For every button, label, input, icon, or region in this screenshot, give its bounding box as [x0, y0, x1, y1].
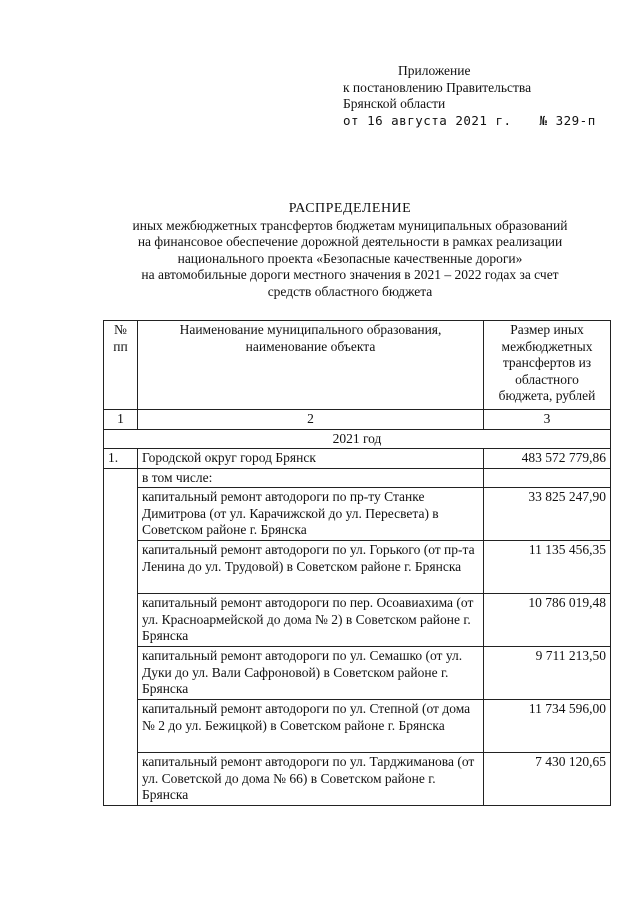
title-line: на автомобильные дороги местного значения в 2021 – 2022 годах за счет [141, 267, 559, 282]
header-date: от 16 августа 2021 г. [343, 112, 512, 128]
title-line: на финансовое обеспечение дорожной деятельности в рамках реализации [137, 234, 563, 249]
header-decree: к постановлению Правительства [343, 79, 532, 95]
row-amount: 483 572 779,86 [484, 449, 611, 469]
row-name: капитальный ремонт автодороги по ул. Семашко (от ул. Дуки до ул. Вали Сафроновой) в Советском районе г. Брянска [138, 647, 484, 700]
row-name: в том числе: [138, 468, 484, 488]
row-amount: 11 734 596,00 [484, 700, 611, 753]
row-number [104, 468, 138, 806]
row-amount: 11 135 456,35 [484, 541, 611, 594]
table-row [104, 700, 611, 753]
column-number-row [104, 410, 611, 430]
col-number: 1 [104, 410, 138, 430]
row-name: капитальный ремонт автодороги по пр-ту Станке Димитрова (от ул. Карачижской до ул. Пересвета) в Советском районе г. Брянска [138, 488, 484, 541]
col-number: 3 [484, 410, 611, 430]
table-row [104, 647, 611, 700]
row-name: капитальный ремонт автодороги по ул. Тарджиманова (от ул. Советской до дома № 66) в Советском районе г. Брянска [138, 753, 484, 806]
year-row [104, 429, 611, 449]
row-amount [484, 468, 611, 488]
col-number: 2 [138, 410, 484, 430]
table-row [104, 468, 611, 488]
row-name: капитальный ремонт автодороги по ул. Горького (от пр-та Ленина до ул. Трудовой) в Советском районе г. Брянска [138, 541, 484, 594]
header-date-number [343, 113, 603, 130]
header-number: № 329-п [539, 112, 596, 128]
distribution-table [103, 320, 611, 806]
header-region: Брянской области [343, 96, 446, 111]
row-amount: 33 825 247,90 [484, 488, 611, 541]
header-amount: Размер иных межбюджетных трансфертов из областного бюджета, рублей [484, 321, 611, 410]
document-title: РАСПРЕДЕЛЕНИЕ [288, 201, 412, 216]
header-appendix: Приложение [398, 63, 471, 78]
approval-header [343, 63, 603, 129]
table-row [104, 488, 611, 541]
row-name: капитальный ремонт автодороги по пер. Осоавиахима (от ул. Красноармейской до дома № 2) в Советском районе г. Брянска [138, 594, 484, 647]
table-row [104, 541, 611, 594]
table-row [104, 449, 611, 469]
row-name: Городской округ город Брянск [138, 449, 484, 469]
row-amount: 9 711 213,50 [484, 647, 611, 700]
header-name: Наименование муниципального образования, наименование объекта [138, 321, 484, 410]
row-amount: 7 430 120,65 [484, 753, 611, 806]
row-number: 1. [104, 449, 138, 469]
document-title-block [80, 201, 620, 300]
table-row [104, 594, 611, 647]
row-name: капитальный ремонт автодороги по ул. Степной (от дома № 2 до ул. Бежицкой) в Советском районе г. Брянска [138, 700, 484, 753]
header-num: № пп [104, 321, 138, 410]
title-line: иных межбюджетных трансфертов бюджетам муниципальных образований [132, 217, 568, 233]
table-header-row [104, 321, 611, 410]
table-row [104, 753, 611, 806]
title-line: национального проекта «Безопасные качественные дороги» [177, 250, 523, 266]
row-amount: 10 786 019,48 [484, 594, 611, 647]
year-label: 2021 год [104, 429, 611, 449]
title-line: средств областного бюджета [267, 283, 433, 299]
